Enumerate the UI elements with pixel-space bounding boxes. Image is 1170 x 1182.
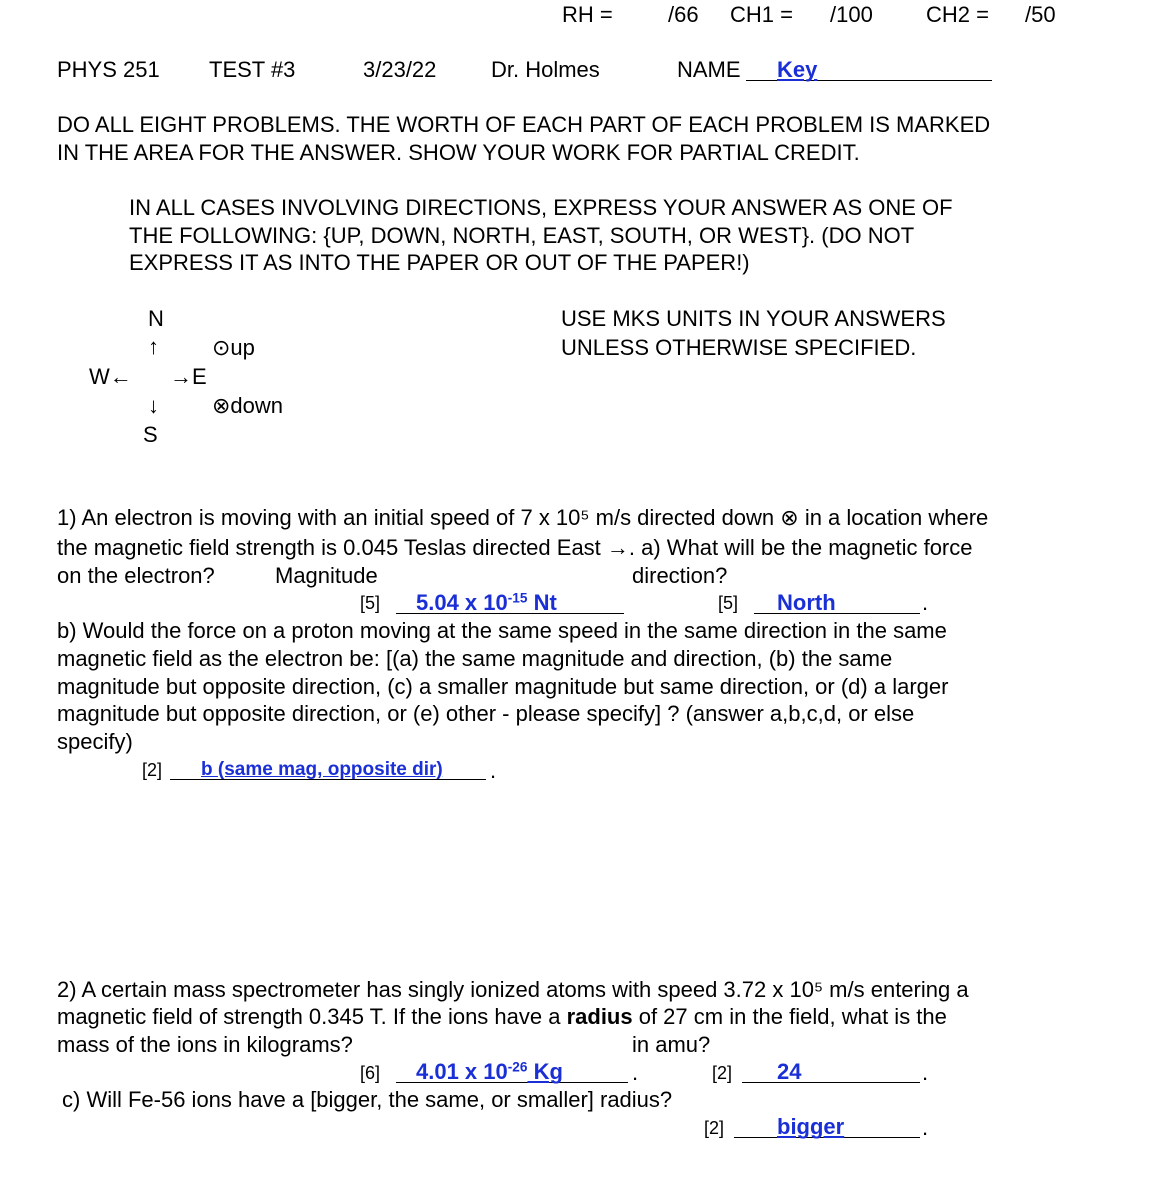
rh-score-label: RH = — [562, 2, 613, 27]
period: . — [922, 590, 929, 615]
rh-score-total: /66 — [668, 2, 699, 27]
points-1a-direction: [5] — [718, 593, 739, 613]
period: . — [490, 758, 497, 783]
ch1-score-total: /100 — [830, 2, 873, 27]
problem-1-line-2: the magnetic field strength is 0.045 Teslas directed East →. a) What will be the magnetic force — [57, 535, 973, 560]
period: . — [922, 1060, 929, 1085]
ch1-score-label: CH1 = — [730, 2, 793, 27]
problem-1b-line-3: magnitude but opposite direction, (c) a smaller magnitude but same direction, or (d) a larger — [57, 674, 949, 699]
units-note-line-2: UNLESS OTHERWISE SPECIFIED. — [561, 335, 917, 360]
points-2a-kg: [6] — [360, 1063, 381, 1083]
problem-2-line-2: magnetic field of strength 0.345 T. If the ions have a radius of 27 cm in the field, what is the — [57, 1004, 947, 1029]
magnitude-label: Magnitude — [275, 563, 378, 588]
compass-up-label: ⊙up — [212, 335, 255, 360]
problem-2c-line: c) Will Fe-56 ions have a [bigger, the same, or smaller] radius? — [62, 1087, 673, 1112]
problem-1-line-3: on the electron? — [57, 563, 215, 588]
units-note-line-1: USE MKS UNITS IN YOUR ANSWERS — [561, 306, 946, 331]
answer-1a-direction: North — [777, 590, 836, 615]
course-title: PHYS 251 — [57, 57, 160, 82]
amu-label: in amu? — [632, 1032, 711, 1057]
name-value: Key — [777, 57, 818, 82]
directions-line-3: EXPRESS IT AS INTO THE PAPER OR OUT OF THE PAPER!) — [129, 250, 750, 275]
compass-down-label: ⊗down — [212, 393, 284, 418]
answer-2a-amu: 24 — [777, 1059, 802, 1084]
problem-1b-line-2: magnetic field as the electron be: [(a) the same magnitude and direction, (b) the same — [57, 646, 893, 671]
instructor-name: Dr. Holmes — [491, 57, 600, 82]
answer-2c: bigger — [777, 1114, 845, 1139]
compass-west: W← — [89, 364, 132, 389]
direction-label: direction? — [632, 563, 728, 588]
answer-1a-magnitude: 5.04 x $10^{-15}$ Nt — [416, 590, 557, 615]
points-2c: [2] — [704, 1118, 725, 1138]
ch2-score-total: /50 — [1025, 2, 1056, 27]
test-date: 3/23/22 — [363, 57, 437, 82]
instructions-line-2: IN THE AREA FOR THE ANSWER. SHOW YOUR WORK FOR PARTIAL CREDIT. — [57, 140, 860, 165]
answer-1b: b (same mag, opposite dir) — [201, 759, 443, 780]
test-number: TEST #3 — [209, 57, 296, 82]
north-arrow-icon: ↑ — [148, 334, 159, 359]
directions-line-2: THE FOLLOWING: {UP, DOWN, NORTH, EAST, SOUTH, OR WEST}. (DO NOT — [129, 223, 915, 248]
period: . — [922, 1115, 929, 1140]
points-1a-magnitude: [5] — [360, 593, 381, 613]
problem-1b-line-5: specify) — [57, 729, 133, 754]
points-1b: [2] — [142, 760, 163, 780]
problem-2-line-1: 2) A certain mass spectrometer has singly ionized atoms with speed 3.72 x 10⁵ m/s entering a — [57, 977, 969, 1002]
period: . — [632, 1060, 639, 1085]
points-2a-amu: [2] — [712, 1063, 733, 1083]
problem-1b-line-1: b) Would the force on a proton moving at the same speed in the same direction in the same — [57, 618, 947, 643]
directions-line-1: IN ALL CASES INVOLVING DIRECTIONS, EXPRESS YOUR ANSWER AS ONE OF — [129, 195, 953, 220]
ch2-score-label: CH2 = — [926, 2, 989, 27]
answer-2a-kg: 4.01 x $10^{-26}$ Kg — [416, 1059, 563, 1084]
south-arrow-icon: ↓ — [148, 393, 159, 418]
problem-2-line-3: mass of the ions in kilograms? — [57, 1032, 353, 1057]
answer-2a-amu-line — [742, 1082, 920, 1083]
problem-1b-line-4: magnitude but opposite direction, or (e) other - please specify] ? (answer a,b,c,d, or else — [57, 701, 915, 726]
problem-1-line-1: 1) An electron is moving with an initial speed of 7 x 10⁵ m/s directed down ⊗ in a location where — [57, 505, 989, 530]
compass-north: N — [148, 306, 164, 331]
compass-south: S — [143, 422, 158, 447]
instructions-line-1: DO ALL EIGHT PROBLEMS. THE WORTH OF EACH PART OF EACH PROBLEM IS MARKED — [57, 112, 991, 137]
name-label: NAME — [677, 57, 741, 82]
compass-east: →E — [170, 364, 207, 389]
